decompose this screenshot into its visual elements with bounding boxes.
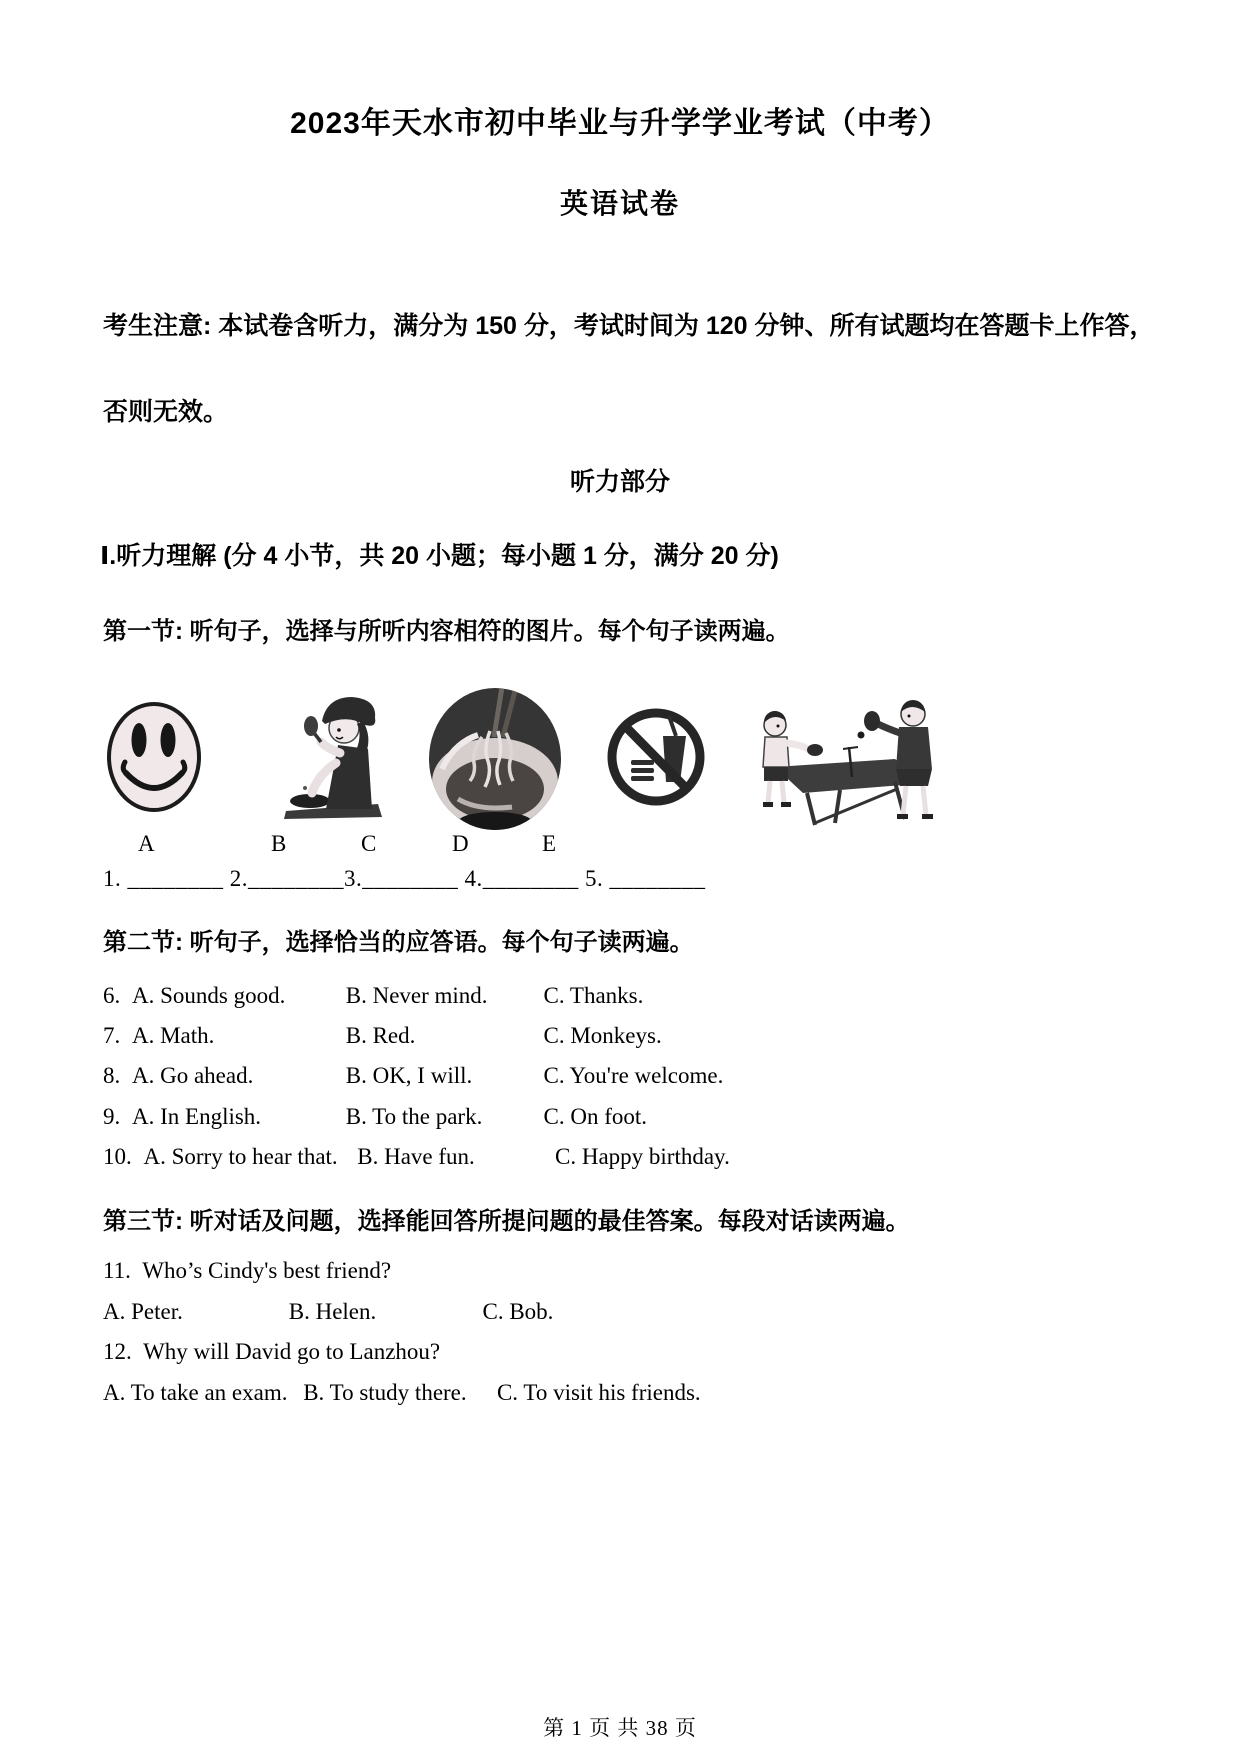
picture-label-c: C — [361, 831, 377, 856]
option-b: B. OK, I will. — [345, 1063, 473, 1088]
option-b: B. To the park. — [345, 1104, 483, 1129]
option-c: C. Happy birthday. — [555, 1144, 730, 1169]
smiley-face-icon — [105, 699, 203, 815]
option-a: A. Math. — [132, 1023, 215, 1048]
option-c: C. Bob. — [482, 1299, 554, 1324]
question-12-options — [103, 1380, 711, 1406]
candidate-notice-line2: 否则无效。 — [103, 398, 229, 426]
question-text: Who’s Cindy's best friend? — [142, 1258, 392, 1283]
exam-subtitle: 英语试卷 — [559, 188, 680, 219]
girl-cooking-icon — [278, 689, 395, 826]
option-c: C. On foot. — [543, 1104, 647, 1129]
picture-label-b: B — [271, 831, 287, 856]
part2-instruction: 第二节: 听句子，选择恰当的应答语。每个句子读两遍。 — [103, 929, 694, 956]
question-12 — [103, 1339, 440, 1365]
section-1-header: Ⅰ.听力理解 (分 4 小节，共 20 小题；每小题 1 分，满分 20 分) — [100, 542, 779, 570]
question-number: 12. — [103, 1339, 132, 1364]
picture-label-e: E — [542, 831, 557, 856]
question-11-options — [103, 1299, 563, 1325]
question-8 — [103, 1063, 733, 1089]
option-c: C. To visit his friends. — [496, 1380, 701, 1405]
candidate-notice-line1: 考生注意: 本试卷含听力，满分为 150 分，考试时间为 120 分钟、所有试题均在答题卡上作答， — [103, 312, 1155, 340]
option-a: A. Sounds good. — [132, 983, 286, 1008]
listening-part-header: 听力部分 — [569, 468, 670, 496]
option-a: A. In English. — [132, 1104, 262, 1129]
part1-instruction: 第一节: 听句子，选择与所听内容相符的图片。每个句子读两遍。 — [103, 618, 790, 645]
option-b: B. Never mind. — [345, 983, 488, 1008]
picture-options-row — [0, 685, 1240, 835]
option-a: A. Go ahead. — [132, 1063, 254, 1088]
question-11 — [103, 1258, 391, 1284]
question-number: 6. — [103, 983, 121, 1008]
option-b: B. Helen. — [288, 1299, 377, 1324]
question-number: 7. — [103, 1023, 121, 1048]
no-eating-drinking-icon — [606, 699, 706, 815]
option-c: C. Thanks. — [543, 983, 644, 1008]
option-b: B. Red. — [345, 1023, 416, 1048]
option-a: A. Peter. — [103, 1299, 183, 1324]
question-number: 10. — [103, 1144, 132, 1169]
option-b: B. To study there. — [303, 1380, 467, 1405]
option-a: A. Sorry to hear that. — [143, 1144, 338, 1169]
question-7 — [103, 1023, 672, 1049]
picture-label-a: A — [138, 831, 155, 856]
question-number: 11. — [103, 1258, 131, 1283]
option-c: C. Monkeys. — [543, 1023, 662, 1048]
question-6 — [103, 983, 653, 1009]
exam-title: 2023年天水市初中毕业与升学学业考试（中考） — [290, 107, 950, 140]
option-b: B. Have fun. — [357, 1144, 475, 1169]
question-10 — [103, 1144, 740, 1170]
question-text: Why will David go to Lanzhou? — [143, 1339, 441, 1364]
page-number: 第 1 页 共 38 页 — [543, 1716, 697, 1740]
option-c: C. You're welcome. — [543, 1063, 724, 1088]
answer-blanks-1-5: 1. ________ 2.________3.________ 4.________ 5. ________ — [103, 866, 706, 891]
question-number: 8. — [103, 1063, 121, 1088]
bowl-of-noodles-icon — [428, 687, 562, 831]
question-number: 9. — [103, 1104, 121, 1129]
option-a: A. To take an exam. — [103, 1380, 288, 1405]
table-tennis-icon — [745, 689, 940, 829]
question-9 — [103, 1104, 657, 1130]
picture-label-d: D — [452, 831, 469, 856]
part3-instruction: 第三节: 听对话及问题，选择能回答所提问题的最佳答案。每段对话读两遍。 — [103, 1208, 910, 1235]
picture-labels-row — [0, 831, 1240, 861]
